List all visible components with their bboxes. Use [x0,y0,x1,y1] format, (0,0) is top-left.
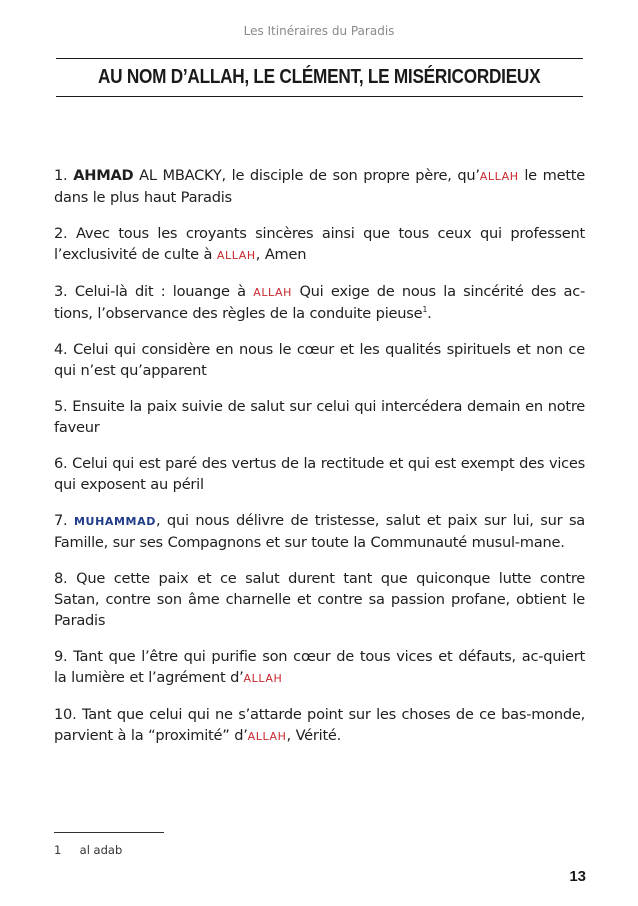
text-run: 8. Que cette paix et ce salut durent tant que quiconque lutte contre Satan, contre son âme charnelle et contre sa passion profane, obtient le Paradis [54,570,585,629]
paragraph [54,281,585,324]
paragraph [54,453,585,495]
footnote-text: al adab [79,843,123,857]
body-text [54,165,585,762]
paragraph [54,646,585,689]
text-run: 7. [54,512,75,529]
text-run: , Amen [255,246,307,263]
paragraph [54,510,585,553]
divine-name: ALLAH [253,286,293,299]
text-run: 4. Celui qui considère en nous le cœur et les qualités spirituels et non ce qui n’est qu’apparent [54,341,585,379]
author-name: AHMAD [73,167,134,184]
text-run: AL MBACKY, le disciple de son propre père, qu’ [133,167,480,184]
paragraph [54,339,585,381]
text-run: 1. [54,167,74,184]
footnote [54,843,122,857]
text-run: Qui exige de nous la sincérité des ac-tions, l’observance des règles de la conduite pieuse [54,283,585,322]
prophet-name: MUHAMMAD [74,515,156,528]
divine-name: ALLAH [247,730,287,743]
text-run: . [427,305,432,322]
text-run: 6. Celui qui est paré des vertus de la rectitude et qui est exempt des vices qui exposent au péril [54,455,585,493]
paragraph [54,568,585,631]
running-header: Les Itinéraires du Paradis [243,24,395,38]
text-run: 5. Ensuite la paix suivie de salut sur celui qui intercédera demain en notre faveur [54,398,585,436]
divine-name: ALLAH [243,672,283,685]
text-run: 3. Celui-là dit : louange à [54,283,254,300]
footnote-reference: 1 [422,305,428,315]
text-run: le mette dans le plus haut Paradis [54,167,585,206]
paragraph [54,223,585,266]
text-run: , qui nous délivre de tristesse, salut et paix sur lui, sur sa Famille, sur ses Compagnons et sur toute la Communauté musul-mane. [54,512,585,551]
paragraph [54,704,585,747]
footnote-divider [54,832,164,833]
divine-name: ALLAH [216,249,256,262]
paragraph [54,396,585,438]
paragraph [54,165,585,208]
text-run: 9. Tant que l’être qui purifie son cœur de tous vices et défauts, ac-quiert la lumière et l’agrément d’ [54,648,585,686]
text-run: 10. Tant que celui qui ne s’attarde point sur les choses de ce bas-monde, parvient à la “proximité” d’ [54,706,585,744]
page-title: AU NOM D’ALLAH, LE CLÉMENT, LE MISÉRICORDIEUX [98,66,541,88]
page-number: 13 [569,868,586,885]
divine-name: ALLAH [479,170,519,183]
text-run: 2. Avec tous les croyants sincères ainsi que tous ceux qui professent l’exclusivité de culte à [54,225,585,263]
title-block [56,58,583,97]
footnote-number: 1 [54,843,62,857]
text-run: , Vérité. [286,727,342,744]
